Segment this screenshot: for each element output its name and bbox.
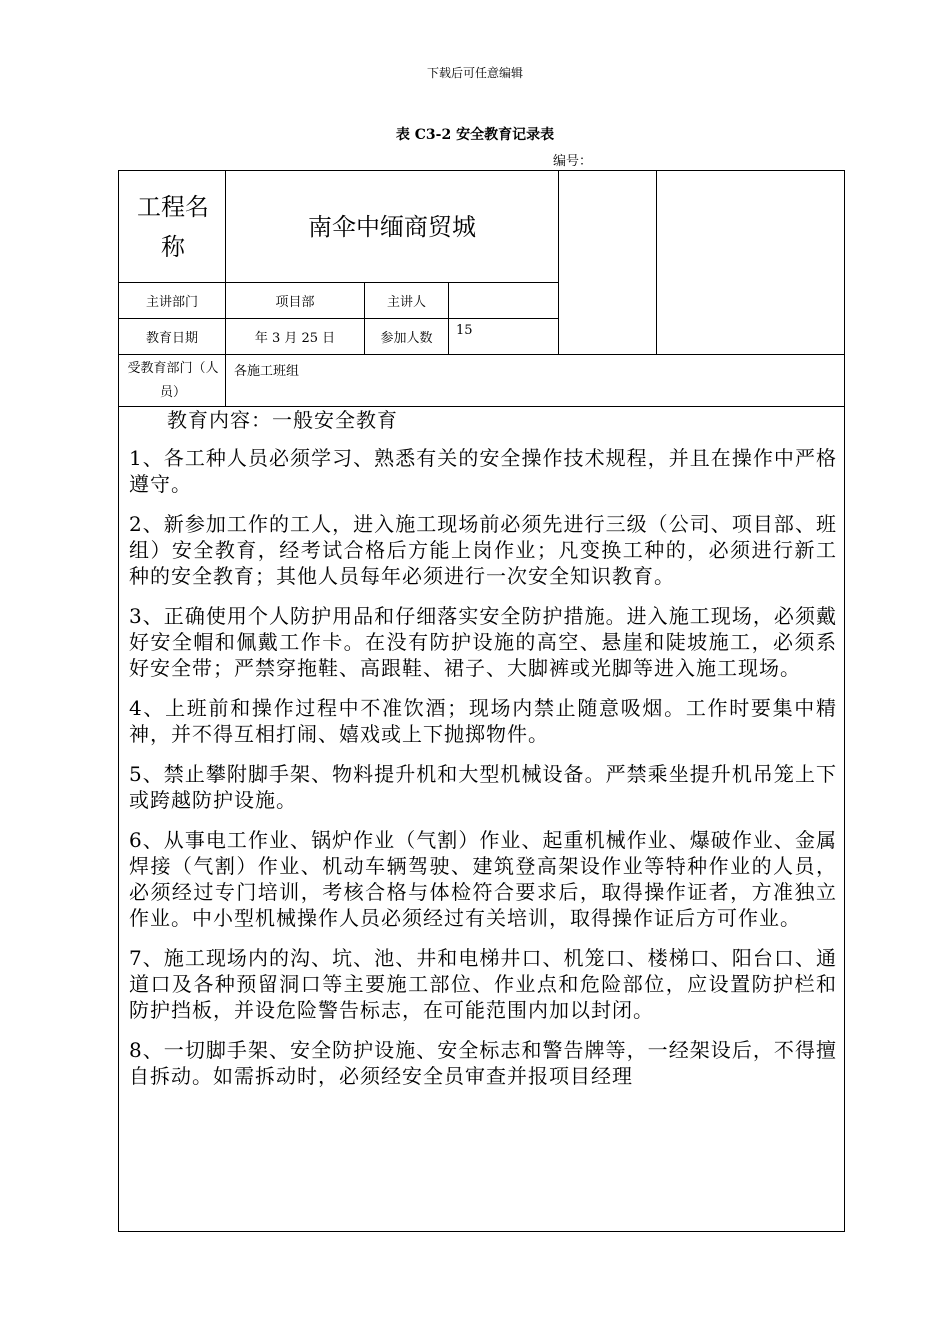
content-item: 2、新参加工作的工人，进入施工现场前必须先进行三级（公司、项目部、班组）安全教育，经考试合格后方能上岗作业；凡变换工种的，必须进行新工种的安全教育；其他人员每年必须进行一次安全知识教育。 — [129, 512, 837, 588]
content-item: 1、各工种人员必须学习、熟悉有关的安全操作技术规程，并且在操作中严格遵守。 — [129, 446, 837, 496]
attendees-label: 参加人数 — [380, 331, 433, 346]
content-item: 7、施工现场内的沟、坑、池、井和电梯井口、机笼口、楼梯口、阳台口、通道口及各种预留洞口等主要施工部位、作业点和危险部位，应设置防护栏和防护挡板，并设危险警告标志，在可能范围内加以封闭。 — [129, 946, 837, 1022]
content-item: 5、禁止攀附脚手架、物料提升机和大型机械设备。严禁乘坐提升机吊笼上下或跨越防护设施。 — [129, 762, 837, 812]
trainee-label: 受教育部门（人员） — [127, 360, 219, 400]
trainee-value: 各施工班组 — [234, 364, 300, 379]
content-item: 4、上班前和操作过程中不准饮酒；现场内禁止随意吸烟。工作时要集中精神，并不得互相打闹、嬉戏或上下抛掷物件。 — [129, 696, 837, 746]
document-title: 表 C3-2 安全教育记录表 — [395, 127, 555, 143]
content-item: 8、一切脚手架、安全防护设施、安全标志和警告牌等，一经架设后，不得擅自拆动。如需拆动时，必须经安全员审查并报项目经理 — [129, 1038, 837, 1088]
speaker-label: 主讲人 — [386, 295, 426, 310]
grid-line — [558, 171, 559, 354]
grid-line — [656, 171, 657, 354]
content-item: 6、从事电工作业、锅炉作业（气割）作业、起重机械作业、爆破作业、金属焊接（气割）作业、机动车辆驾驶、建筑登高架设作业等特种作业的人员，必须经过专门培训，考核合格与体检符合要求后，取得操作证者，方准独立作业。中小型机械操作人员必须经过有关培训，取得操作证后方可作业。 — [129, 828, 837, 930]
attendees-value: 15 — [456, 323, 473, 338]
content-item: 3、正确使用个人防护用品和仔细落实安全防护措施。进入施工现场，必须戴好安全帽和佩戴工作卡。在没有防护设施的高空、悬崖和陡坡施工，必须系好安全带；严禁穿拖鞋、高跟鞋、裙子、大脚裤或光脚等进入施工现场。 — [129, 604, 837, 680]
speaker-value — [455, 289, 555, 313]
grid-line — [225, 354, 226, 406]
record-table — [118, 170, 845, 1232]
grid-line — [119, 354, 845, 355]
dept-value: 项目部 — [275, 295, 315, 310]
dept-label: 主讲部门 — [145, 295, 198, 310]
date-label: 教育日期 — [145, 331, 198, 346]
serial-number-label: 编号： — [553, 154, 593, 169]
page-header-note: 下载后可任意编辑 — [426, 66, 523, 80]
date-value: 年 3 月 25 日 — [254, 331, 336, 346]
education-content — [129, 407, 837, 1103]
project-name-value: 南伞中缅商贸城 — [308, 212, 476, 241]
content-heading: 教育内容：一般安全教育 — [167, 408, 398, 432]
project-name-label: 工程名称 — [137, 193, 209, 261]
